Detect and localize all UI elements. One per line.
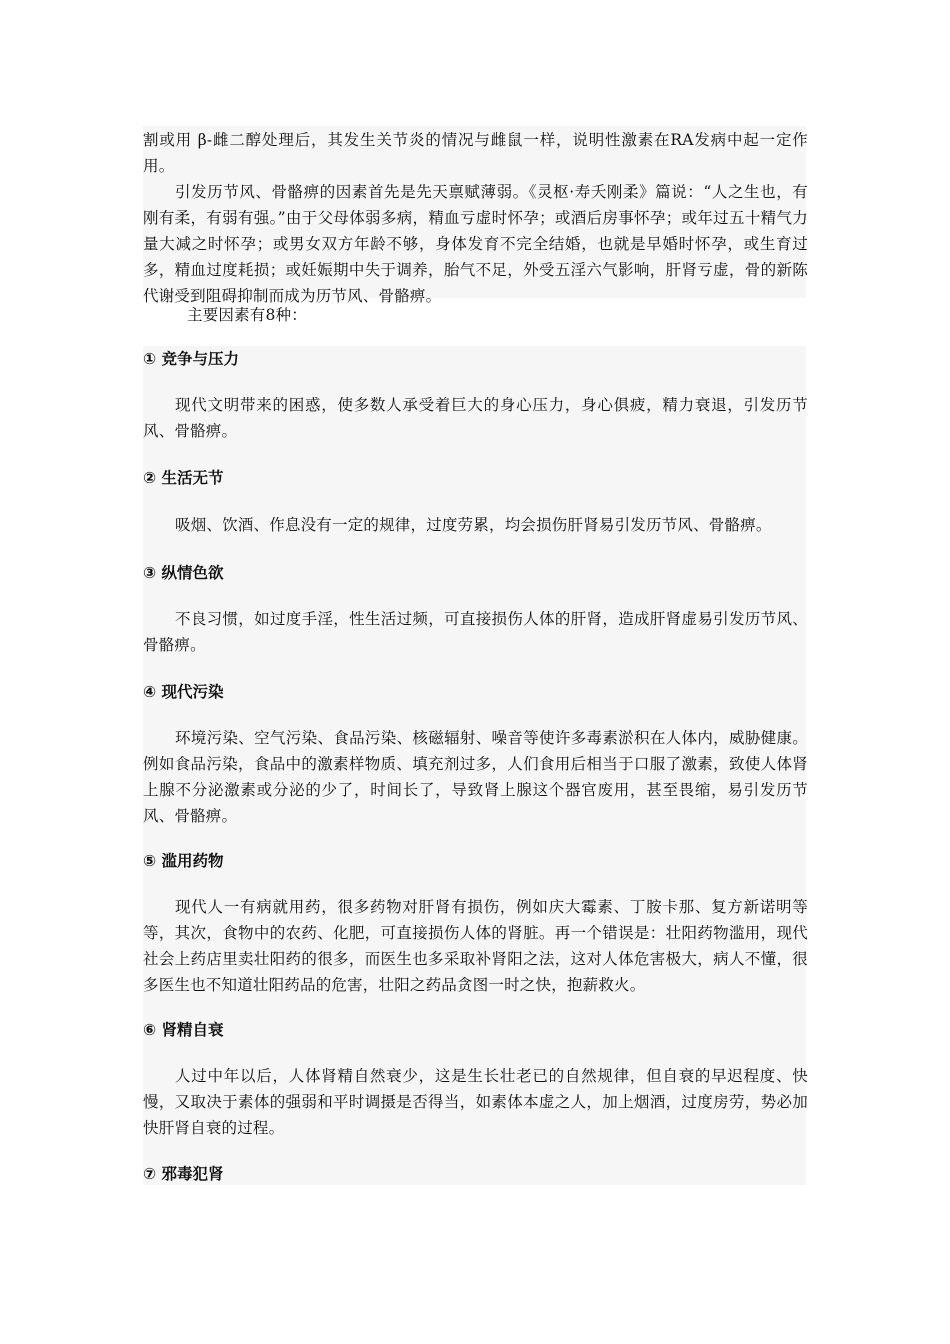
intro-paragraph: 引发历节风、骨骼痹的因素首先是先天禀赋薄弱。《灵枢·寿夭刚柔》篇说：“人之生也，有刚有柔，有弱有强。”由于父母体弱多病，精血亏虚时怀孕；或酒后房事怀孕；或年过五十精气力量大减之时怀孕；或男女双方年龄不够，身体发育不完全结婚，也就是早婚时怀孕，或生育过多，精血过度耗损；或妊娠期中失于调养，胎气不足，外受五淫六气影响，肝肾亏虚，骨的新陈代谢受到阻碍抑制而成为历节风、骨骼痹。 <box>143 183 808 305</box>
intro-continuation: 割或用 β-雌二醇处理后，其发生关节炎的情况与雌鼠一样，说明性激素在RA发病中起一定作用。 <box>143 131 808 175</box>
section-heading-indulgence: ③ 纵情色欲 <box>143 564 224 582</box>
section-heading-irregular-life: ② 生活无节 <box>143 469 224 487</box>
section-body-modern-pollution: 环境污染、空气污染、食品污染、核磁辐射、噪音等使许多毒素淤积在人体内，威胁健康。例如食品污染，食品中的激素样物质、填充剂过多，人们食用后相当于口服了激素，致使人体肾上腺不分泌激素或分泌的少了，时间长了，导致肾上腺这个器官废用，甚至畏缩，易引发历节风、骨骼痹。 <box>143 729 808 825</box>
section-heading-competition-pressure: ① 竞争与压力 <box>143 350 240 368</box>
factors-intro: 主要因素有8种： <box>187 306 307 324</box>
section-heading-kidney-decline: ⑥ 肾精自衰 <box>143 1021 224 1039</box>
section-heading-toxin-invasion: ⑦ 邪毒犯肾 <box>143 1165 224 1183</box>
section-body-kidney-decline: 人过中年以后，人体肾精自然衰少，这是生长壮老已的自然规律，但自衰的早迟程度、快慢，又取决于素体的强弱和平时调摄是否得当，如素体本虚之人，加上烟酒，过度房劳，势必加快肝肾自衰的过程。 <box>143 1067 808 1137</box>
section-heading-drug-abuse: ⑤ 滥用药物 <box>143 852 224 870</box>
section-body-competition-pressure: 现代文明带来的困惑，使多数人承受着巨大的身心压力，身心俱疲，精力衰退，引发历节风、骨骼痹。 <box>143 396 808 440</box>
section-body-irregular-life: 吸烟、饮酒、作息没有一定的规律，过度劳累，均会损伤肝肾易引发历节风、骨骼痹。 <box>175 516 772 534</box>
section-heading-modern-pollution: ④ 现代污染 <box>143 683 224 701</box>
section-body-drug-abuse: 现代人一有病就用药，很多药物对肝肾有损伤，例如庆大霉素、丁胺卡那、复方新诺明等等，其次，食物中的农药、化肥，可直接损伤人体的肾脏。再一个错误是：壮阳药物滥用，现代社会上药店里卖壮阳药的很多，而医生也多采取补肾阳之法，这对人体危害极大，病人不懂，很多医生也不知道壮阳药品的危害，壮阳之药品贪图一时之快，抱薪救火。 <box>143 898 808 994</box>
section-body-indulgence: 不良习惯，如过度手淫，性生活过频，可直接损伤人体的肝肾，造成肝肾虚易引发历节风、骨骼痹。 <box>143 610 808 654</box>
